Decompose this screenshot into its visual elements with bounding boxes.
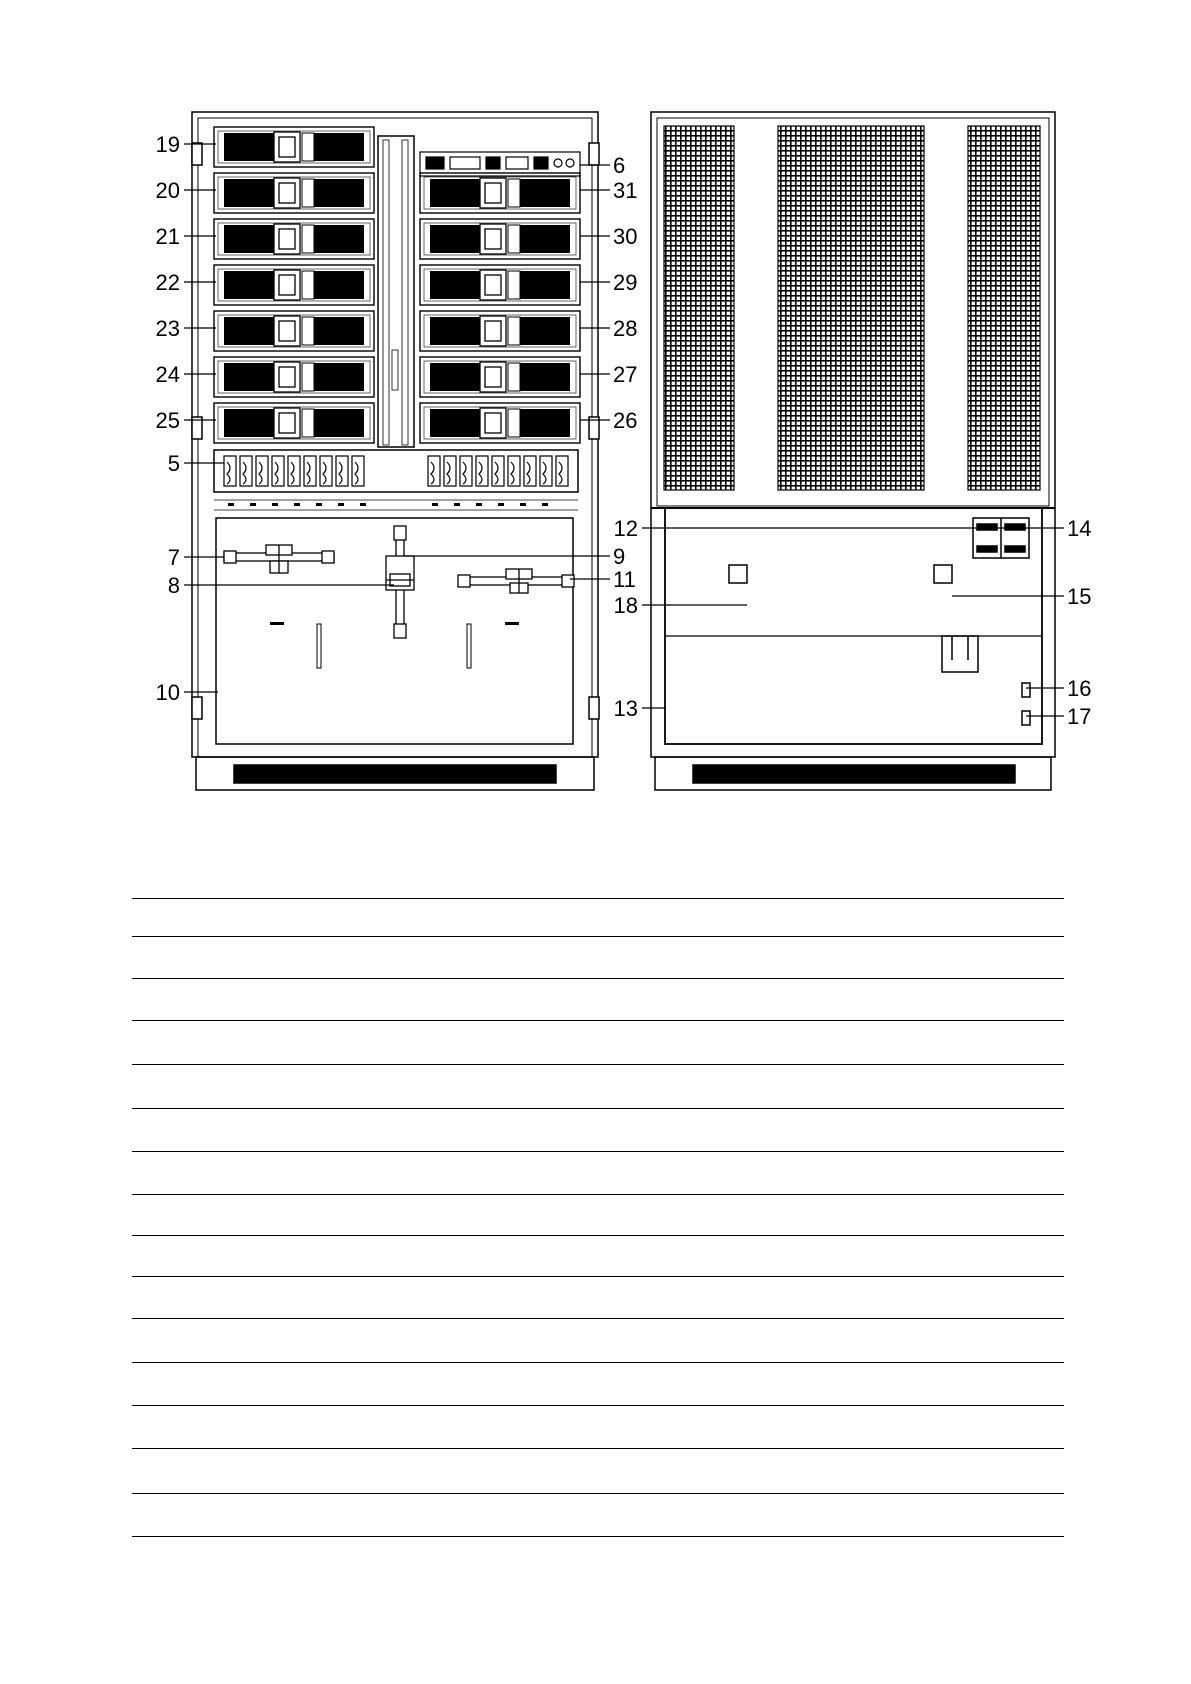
table-rule bbox=[132, 1194, 1064, 1195]
right-module-column bbox=[420, 173, 580, 443]
callout-14: 14 bbox=[1067, 516, 1092, 541]
callout-22: 22 bbox=[155, 270, 180, 295]
callout-5: 5 bbox=[167, 451, 180, 476]
callout-8: 8 bbox=[167, 573, 180, 598]
cabinet-diagram bbox=[0, 0, 1191, 820]
left-module-column bbox=[214, 127, 374, 443]
callout-31: 31 bbox=[613, 178, 638, 203]
callout-28: 28 bbox=[613, 316, 638, 341]
table-rule bbox=[132, 1235, 1064, 1236]
callout-24: 24 bbox=[155, 362, 180, 387]
table-rule bbox=[132, 1405, 1064, 1406]
callout-21: 21 bbox=[155, 224, 180, 249]
callout-30: 30 bbox=[613, 224, 638, 249]
table-rule bbox=[132, 1064, 1064, 1065]
callout-17: 17 bbox=[1067, 704, 1092, 729]
table-rule bbox=[132, 978, 1064, 979]
callout-25: 25 bbox=[155, 408, 180, 433]
table-rule bbox=[132, 1448, 1064, 1449]
table-rule bbox=[132, 1108, 1064, 1109]
table-rule bbox=[132, 1020, 1064, 1021]
table-rule bbox=[132, 898, 1064, 899]
output-switch bbox=[458, 569, 574, 593]
callout-9: 9 bbox=[613, 544, 626, 569]
bypass-switch bbox=[386, 526, 414, 638]
table-rule bbox=[132, 1151, 1064, 1152]
callout-12: 12 bbox=[613, 516, 638, 541]
table-rule bbox=[132, 1362, 1064, 1363]
callout-6: 6 bbox=[613, 153, 626, 178]
callout-15: 15 bbox=[1067, 584, 1092, 609]
callout-18: 18 bbox=[613, 593, 638, 618]
rear-view-cabinet bbox=[651, 112, 1055, 790]
table-rule bbox=[132, 1318, 1064, 1319]
input-switch bbox=[224, 545, 334, 573]
callout-16: 16 bbox=[1067, 676, 1092, 701]
callout-13: 13 bbox=[613, 696, 638, 721]
table-rule bbox=[132, 1276, 1064, 1277]
callout-29: 29 bbox=[613, 270, 638, 295]
callout-7: 7 bbox=[167, 545, 180, 570]
callout-26: 26 bbox=[613, 408, 638, 433]
callout-27: 27 bbox=[613, 362, 638, 387]
table-rule bbox=[132, 936, 1064, 937]
callout-10: 10 bbox=[155, 680, 180, 705]
callout-20: 20 bbox=[155, 178, 180, 203]
callout-19: 19 bbox=[155, 132, 180, 157]
breaker-row bbox=[224, 456, 568, 506]
callout-23: 23 bbox=[155, 316, 180, 341]
table-rule bbox=[132, 1536, 1064, 1537]
callout-11: 11 bbox=[613, 567, 636, 592]
table-rule bbox=[132, 1493, 1064, 1494]
